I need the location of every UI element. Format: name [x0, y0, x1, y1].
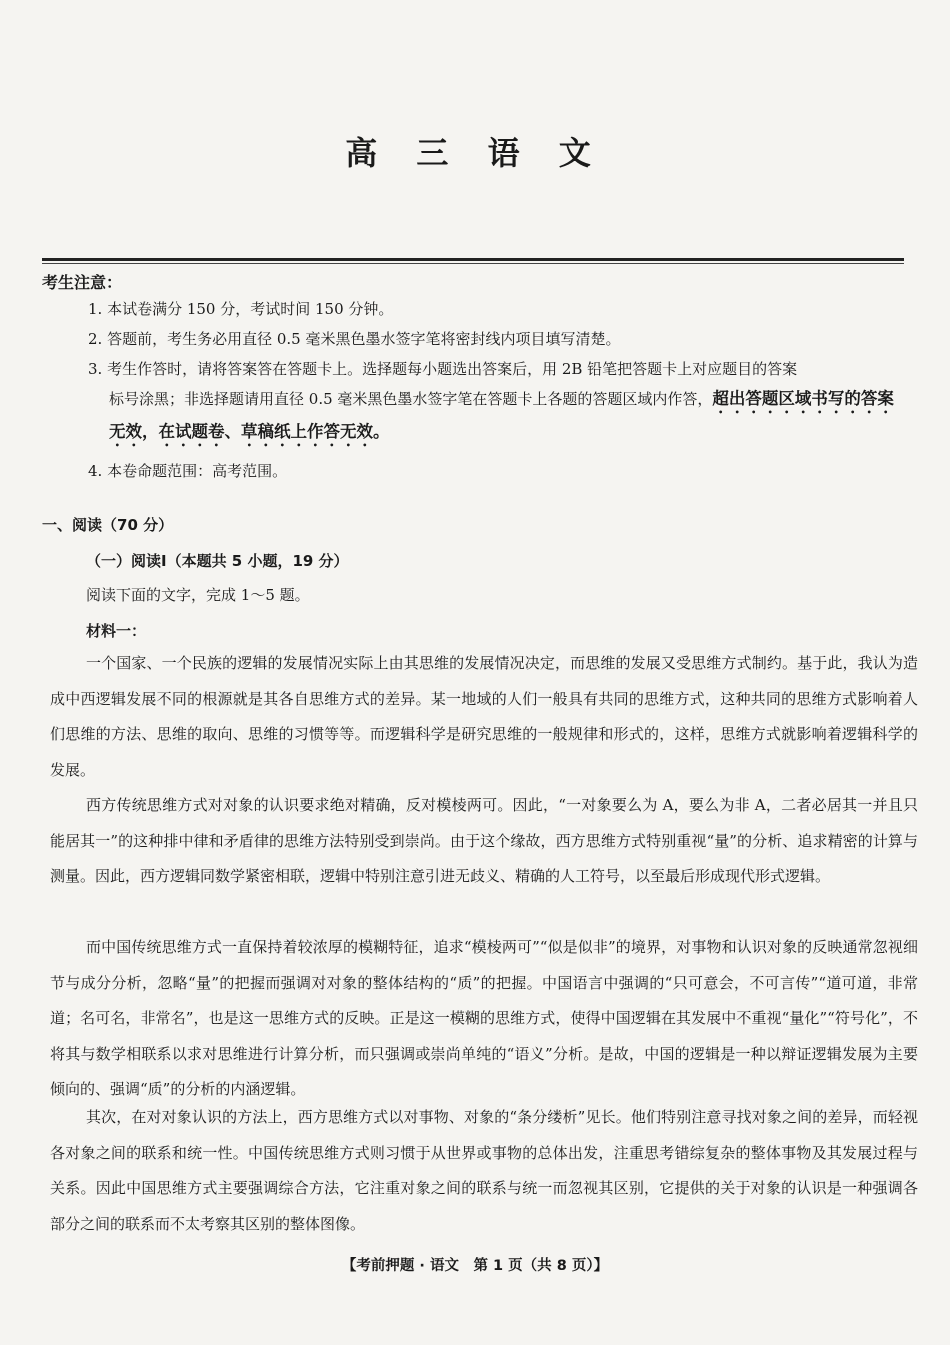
paragraph-3: 而中国传统思维方式一直保持着较浓厚的模糊特征，追求“模棱两可”“似是似非”的境界，对事物和认识对象的反映通常忽视细节与成分分析，忽略“量”的把握而强调对对象的整体结构的“质”的把握。中国语言中强调的“只可意会，不可言传”“道可道，非常道；名可名，非常名”，也是这一思维方式的反映。正是这一模糊的思维方式，使得中国逻辑在其发展中不重视“量化”“符号化”，不将其与数学相联系以求对思维进行计算分析，而只强调或崇尚单纯的“语义”分析。是故，中国的逻辑是一种以辩证逻辑发展为主要倾向的、强调“质”的分析的内涵逻辑。 — [50, 938, 918, 1098]
notice-item-3-line2: 标号涂黑；非选择题请用直径 0.5 毫米黑色墨水签字笔在答题卡上各题的答题区域内作答， — [109, 390, 713, 408]
notice-heading: 考生注意： — [42, 273, 123, 292]
notice-item-2: 2. 答题前，考生务必用直径 0.5 毫米黑色墨水签字笔将密封线内项目填写清楚。 — [88, 330, 621, 348]
header-divider-thin — [42, 263, 904, 264]
page-title: 高 三 语 文 — [345, 134, 605, 172]
paragraph-2: 西方传统思维方式对对象的认识要求绝对精确，反对模棱两可。因此，“一对象要么为 A，要么为非 A，二者必居其一并且只能居其一”的这种排中律和矛盾律的思维方法特别受到崇尚。由于这个缘故，西方思维方式特别重视“量”的分析、追求精密的计算与测量。因此，西方逻辑同数学紧密相联，逻辑中特别注意引进无歧义、精确的人工符号，以至最后形成现代形式逻辑。 — [50, 796, 918, 885]
notice-item-3 — [88, 354, 908, 450]
subsection-heading: （一）阅读Ⅰ（本题共 5 小题，19 分） — [86, 552, 349, 570]
notice-item-3-cont — [88, 384, 908, 450]
notice-item-3-line1: 3. 考生作答时，请将答案答在答题卡上。选择题每小题选出答案后，用 2B 铅笔把答题卡上对应题目的答案 — [88, 360, 798, 378]
page-footer: 【考前押题 · 语文 第 1 页（共 8 页）】 — [341, 1258, 609, 1274]
section-heading: 一、阅读（70 分） — [42, 516, 174, 534]
paragraph-1: 一个国家、一个民族的逻辑的发展情况实际上由其思维的发展情况决定，而思维的发展又受思维方式制约。基于此，我认为造成中西逻辑发展不同的根源就是其各自思维方式的差异。某一地域的人们一般具有共同的思维方式，这种共同的思维方式影响着人们思维的方法、思维的取向、思维的习惯等等。而逻辑科学是研究思维的一般规律和形式的，这样，思维方式就影响着逻辑科学的发展。 — [50, 654, 918, 779]
notice-item-3-emphasis: 超出答题区域书写的答案无效，在试题卷、草稿纸上作答无效。 — [109, 389, 894, 441]
material-label: 材料一： — [86, 622, 147, 640]
header-divider-thick — [42, 258, 904, 261]
notice-item-4: 4. 本卷命题范围：高考范围。 — [88, 462, 288, 480]
notice-item-1: 1. 本试卷满分 150 分，考试时间 150 分钟。 — [88, 300, 394, 318]
paragraph-4: 其次，在对对象认识的方法上，西方思维方式以对事物、对象的“条分缕析”见长。他们特别注意寻找对象之间的差异，而轻视各对象之间的联系和统一性。中国传统思维方式则习惯于从世界或事物的总体出发，注重思考错综复杂的整体事物及其发展过程与关系。因此中国思维方式主要强调综合方法，它注重对象之间的联系与统一而忽视其区别，它提供的关于对象的认识是一种强调各部分之间的联系而不太考察其区别的整体图像。 — [50, 1108, 918, 1233]
reading-instruction: 阅读下面的文字，完成 1～5 题。 — [86, 586, 310, 604]
